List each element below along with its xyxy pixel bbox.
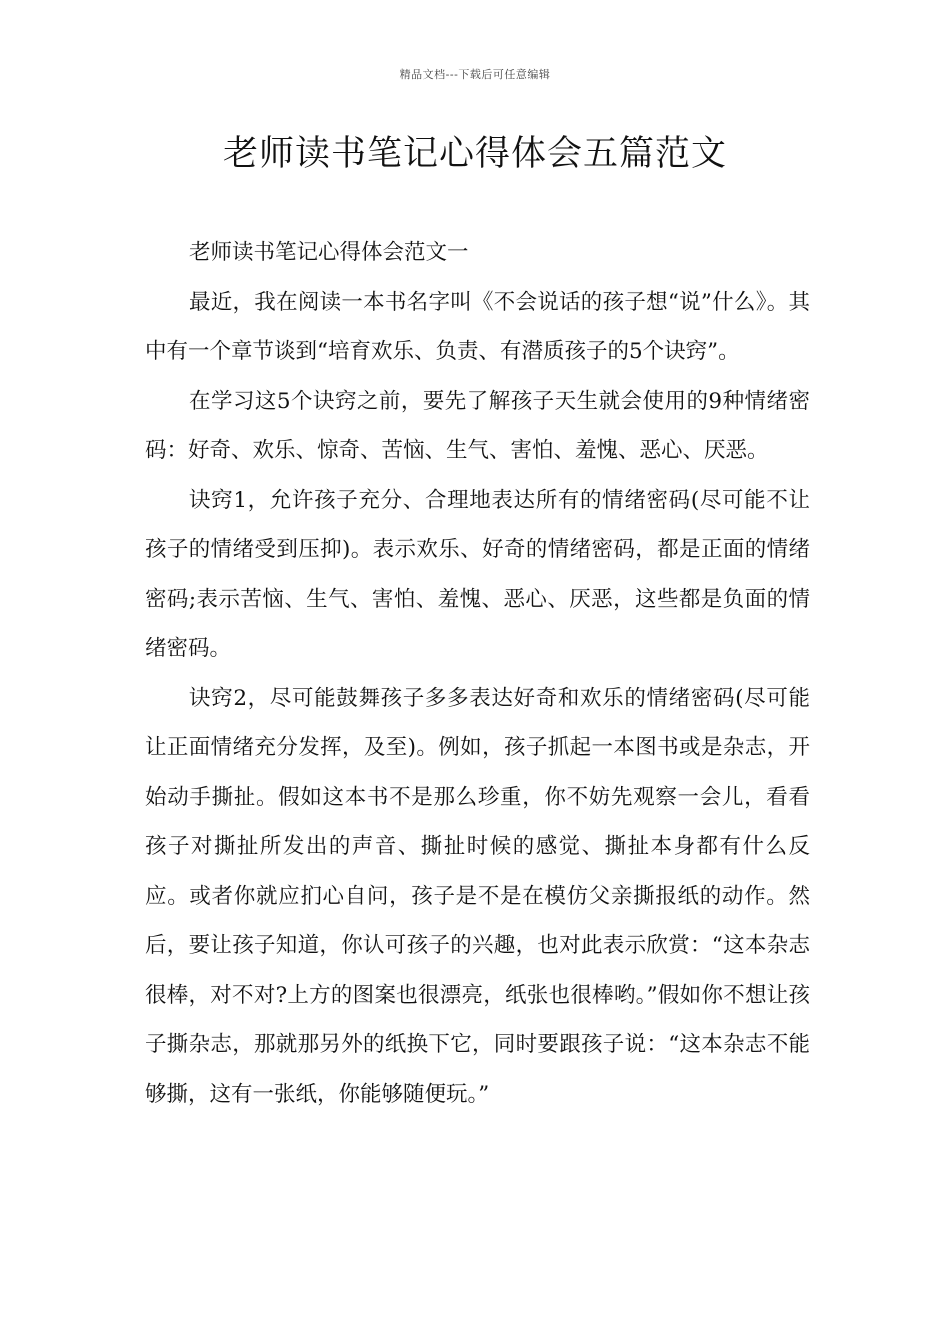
- section-heading: 老师读书笔记心得体会范文一: [189, 240, 469, 265]
- paragraph: 最近，我在阅读一本书名字叫《不会说话的孩子想“说”什么》。其中有一个章节谈到“培育欢乐、负责、有潜质孩子的5个诀窍”。: [145, 289, 810, 364]
- header-note: 精品文档---下载后可任意编辑: [399, 68, 551, 81]
- paragraph: 诀窍2，尽可能鼓舞孩子多多表达好奇和欢乐的情绪密码(尽可能让正面情绪充分发挥，及至)。例如，孩子抓起一本图书或是杂志，开始动手撕扯。假如这本书不是那么珍重，你不妨先观察一会儿，看看孩子对撕扯所发出的声音、撕扯时候的感觉、撕扯本身都有什么反应。或者你就应扪心自问，孩子是不是在模仿父亲撕报纸的动作。然后，要让孩子知道，你认可孩子的兴趣，也对此表示欣赏：“这本杂志很棒，对不对?上方的图案也很漂亮，纸张也很棒哟。”假如你不想让孩子撕杂志，那就那另外的纸换下它，同时要跟孩子说：“这本杂志不能够撕，这有一张纸，你能够随便玩。”: [145, 685, 810, 1107]
- document-title: 老师读书笔记心得体会五篇范文: [222, 134, 727, 174]
- paragraph: 诀窍1，允许孩子充分、合理地表达所有的情绪密码(尽可能不让孩子的情绪受到压抑)。表示欢乐、好奇的情绪密码，都是正面的情绪密码;表示苦恼、生气、害怕、羞愧、恶心、厌恶，这些都是负面的情绪密码。: [145, 487, 810, 661]
- paragraph: 在学习这5个诀窍之前，要先了解孩子天生就会使用的9种情绪密码：好奇、欢乐、惊奇、苦恼、生气、害怕、羞愧、恶心、厌恶。: [145, 388, 810, 463]
- document-body: [145, 228, 810, 1119]
